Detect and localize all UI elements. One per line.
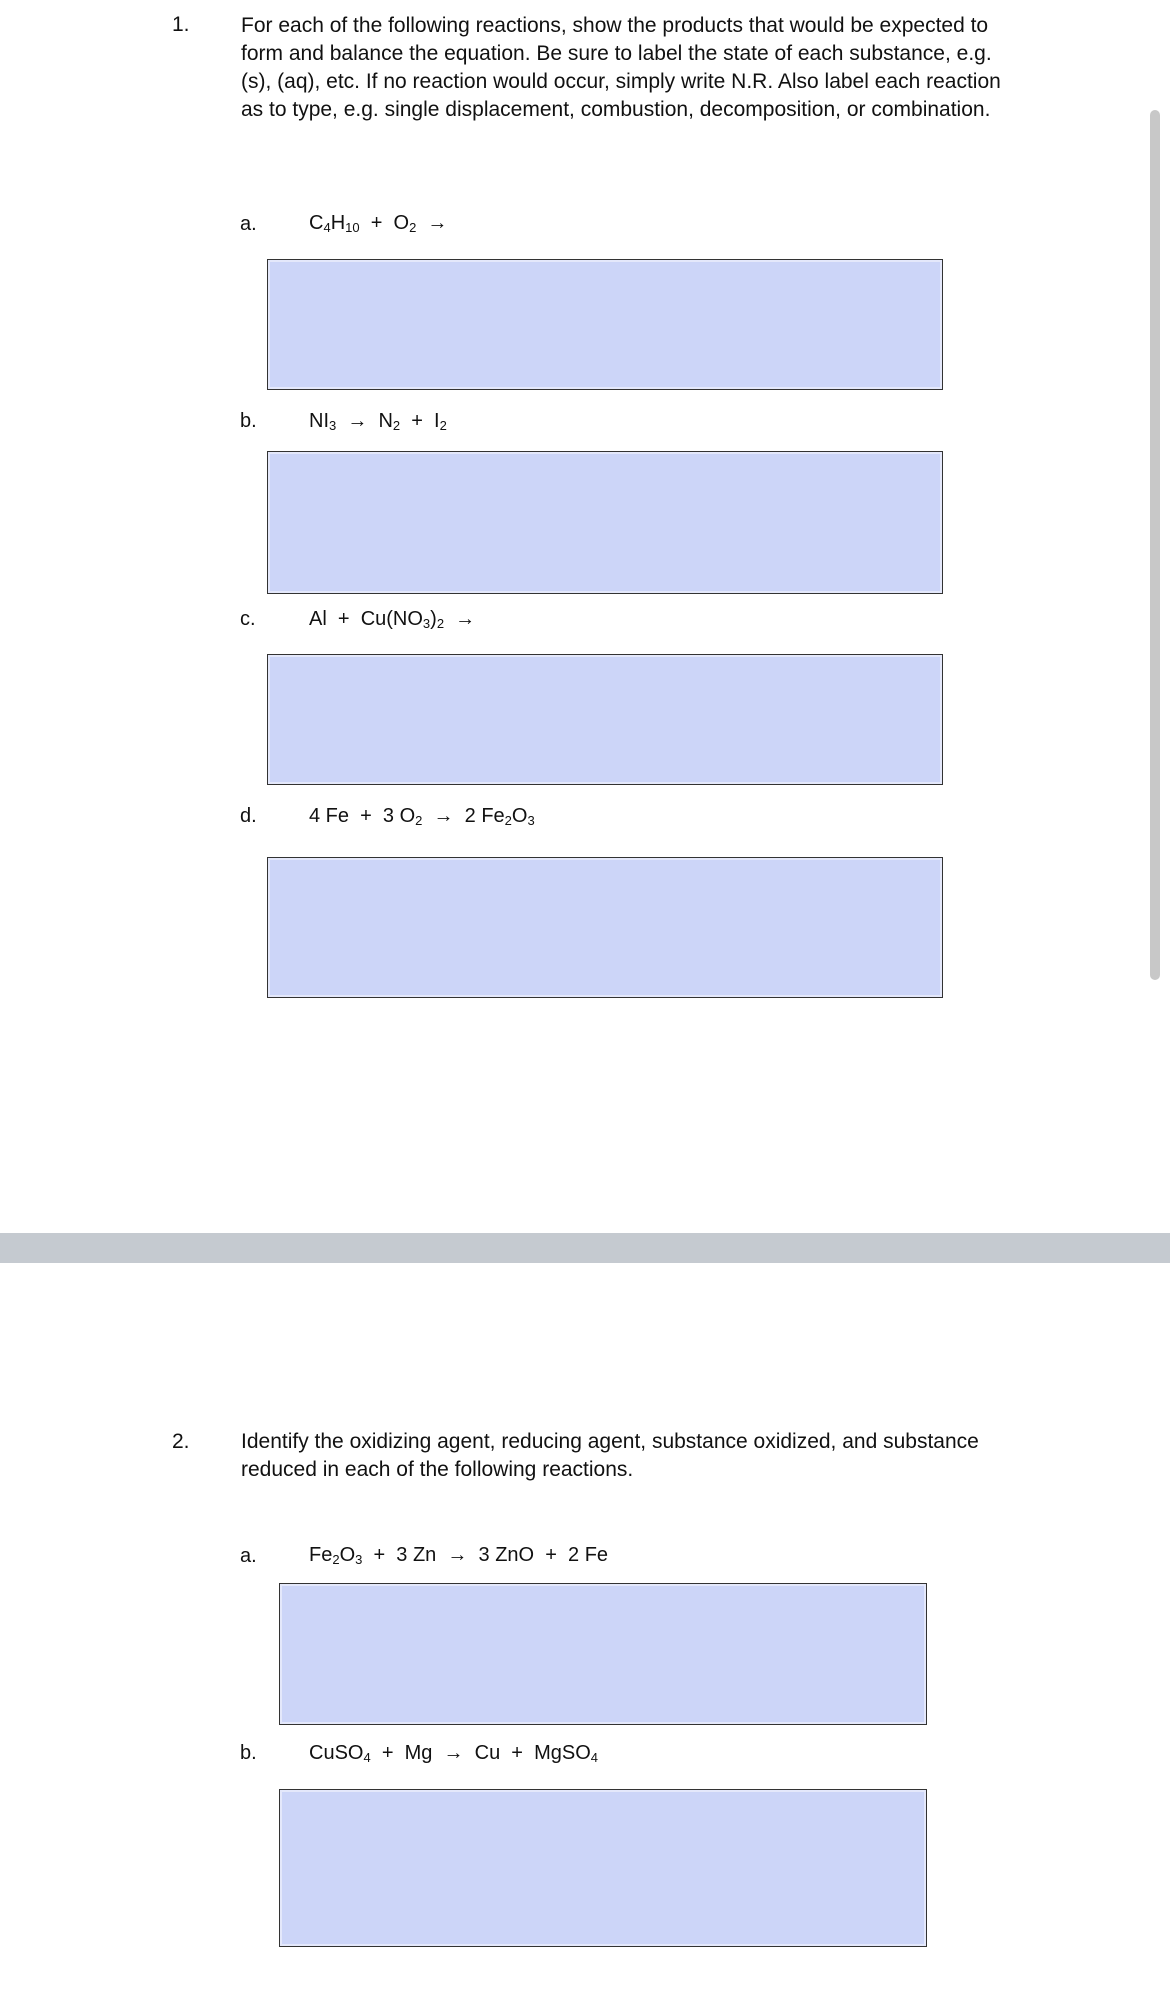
- q2-item-a-answer-box[interactable]: [279, 1583, 927, 1725]
- q1-item-b-equation: $NI_3 \to N_2 + I_2$: [309, 410, 447, 433]
- q1-item-a-equation: $C_4H_{10} + O_2$ →: [309, 212, 448, 235]
- q1-item-d-label: d.: [240, 805, 257, 827]
- question-1-number: 1.: [172, 13, 190, 36]
- question-1-prompt: For each of the following reactions, show the products that would be expected to form and balance the equation. Be sure to label the state of each substance, e.g. (s), (aq), etc. If no reaction would occur, simply write N.R. Also label each reaction as to type, e.g. single displacement, combustion, decomposition, or combination.: [241, 14, 1001, 121]
- q1-item-c-answer-box[interactable]: [267, 654, 943, 785]
- q1-item-a-label: a.: [240, 213, 257, 235]
- q2-item-b-label: b.: [240, 1742, 257, 1764]
- question-2-prompt: Identify the oxidizing agent, reducing agent, substance oxidized, and substance reduced in each of the following reactions.: [241, 1430, 979, 1481]
- q2-item-a-label: a.: [240, 1545, 257, 1567]
- q1-item-c-equation: $Al + Cu(NO_3)_2$ →: [309, 608, 476, 631]
- q1-item-a-answer-box[interactable]: [267, 259, 943, 390]
- q1-item-b-label: b.: [240, 410, 257, 432]
- q1-item-d-equation: 4 Fe + 3 $O_2 \to 2$ $Fe_2O_3$: [309, 805, 535, 828]
- q2-item-a-equation: $Fe_2O_3 + 3$ Zn → 3 ZnO + 2 Fe: [309, 1544, 609, 1567]
- scrollbar[interactable]: [1150, 110, 1160, 980]
- question-2-number: 2.: [172, 1430, 190, 1453]
- q1-item-b-answer-box[interactable]: [267, 451, 943, 594]
- q2-item-b-equation: CuSO$_4$ + Mg → Cu + MgSO$_4$: [309, 1742, 599, 1765]
- page-break: [0, 1233, 1170, 1263]
- q2-item-b-answer-box[interactable]: [279, 1789, 927, 1947]
- q1-item-d-answer-box[interactable]: [267, 857, 943, 998]
- q1-item-c-label: c.: [240, 608, 256, 630]
